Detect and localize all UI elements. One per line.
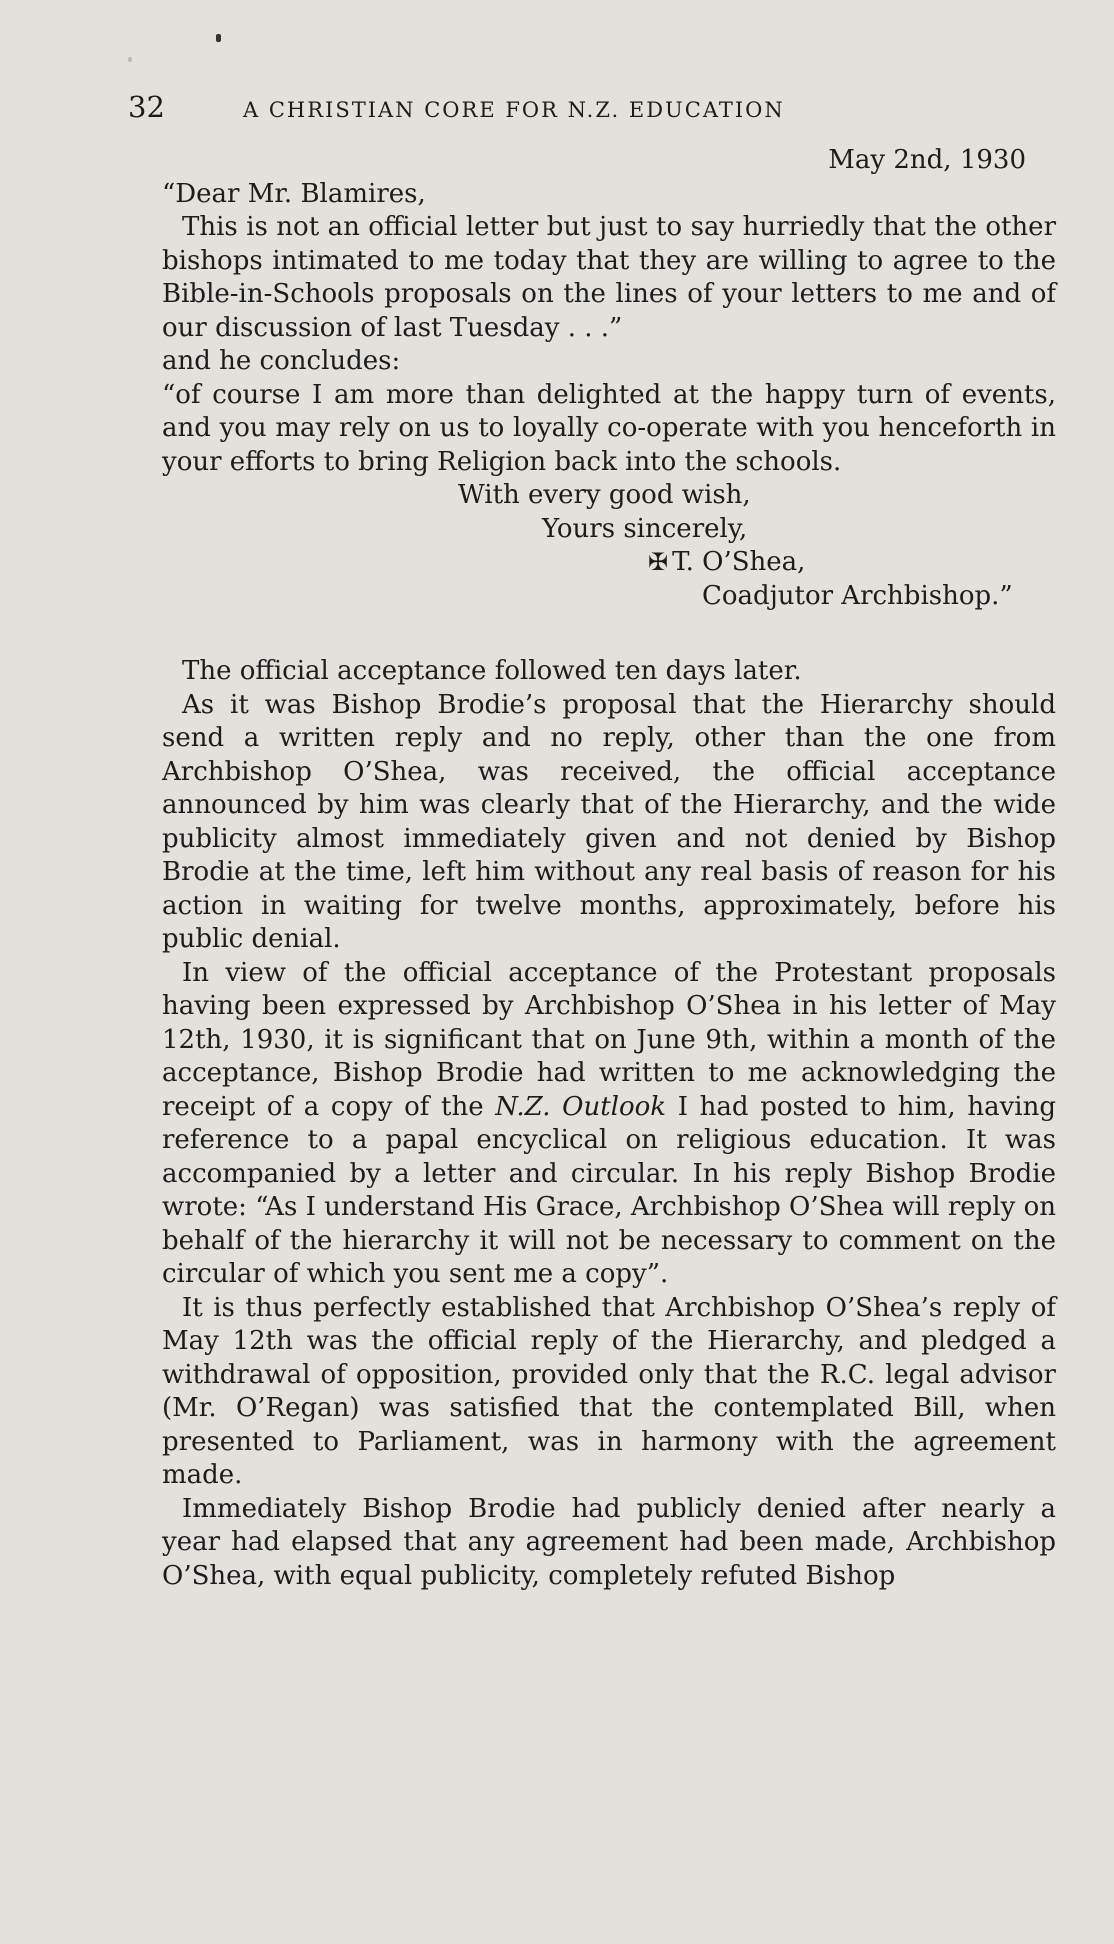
letter-conclusion: “of course I am more than delighted at the happy turn of events, and you may rely on us to loyally co-operate with you henceforth in your efforts to bring Religion back into the schools. — [162, 379, 1056, 477]
letter-connector: and he concludes: — [162, 346, 401, 376]
signature-name: T. O’Shea, — [672, 547, 806, 577]
letter-closing-sign: Yours sincerely, — [542, 513, 748, 544]
page-header — [128, 90, 1058, 130]
publication-title: N.Z. Outlook — [495, 1091, 667, 1122]
body-paragraph-3-end: I had posted to him, having reference to a papal encyclical on religious education. It was accompanied by a letter and circular. In his reply Bishop Brodie wrote: “As I understand His Grace, Archbishop O’Shea will reply on behalf of the hierarchy it will not be necessary to comment on the circular of which you sent me a copy”. — [162, 1091, 1056, 1289]
letter-paragraph: This is not an official letter but just to say hurriedly that the other bishops intimated to me today that they are willing to agree to the Bible-in-Schools proposals on the lines of your letters to me and of our discussion of last Tuesday . . .” — [162, 212, 1056, 343]
body-paragraph-3 — [162, 957, 1056, 1292]
body-paragraph-1: The official acceptance followed ten days later. — [182, 656, 802, 686]
body-paragraph-3-start: In view of the official acceptance of the Protestant proposals having been expressed by Archbishop O’Shea in his letter of May 12th, 1930, it is significant that on June 9th, within a month of the acceptance, Bishop Brodie had written to me acknowledging the receipt of a copy of the — [162, 957, 1056, 1122]
letter-date: May 2nd, 1930 — [828, 145, 1026, 175]
running-title: A CHRISTIAN CORE FOR N.Z. EDUCATION — [243, 98, 785, 122]
letter-closing-wish: With every good wish, — [458, 480, 751, 510]
letter-salutation: “Dear Mr. Blamires, — [162, 178, 426, 209]
letter-signature-title: Coadjutor Archbishop.” — [702, 580, 1013, 611]
body-paragraph-4: It is thus perfectly established that Archbishop O’Shea’s reply of May 12th was the official reply of the Hierarchy, and pledged a withdrawal of opposition, provided only that the R.C. legal advisor (Mr. O’Regan) was satisfied that the contemplated Bill, when presented to Parliament, was in harmony with the agreement made. — [162, 1292, 1056, 1490]
section-gap — [162, 613, 1056, 655]
page-number: 32 — [128, 90, 165, 124]
body-paragraph-5: Immediately Bishop Brodie had publicly denied after nearly a year had elapsed that any agreement had been made, Archbishop O’Shea, with equal publicity, completely refuted Bishop — [162, 1493, 1056, 1591]
body-paragraph-2: As it was Bishop Brodie’s proposal that the Hierarchy should send a written reply and no reply, other than the one from Archbishop O’Shea, was received, the official acceptance announced by him was clearly that of the Hierarchy, and the wide publicity almost immediately given and not denied by Bishop Brodie at the time, left him without any real basis of reason for his action in waiting for twelve months, approximately, before his public denial. — [162, 689, 1056, 954]
cross-icon: ✠ — [648, 548, 669, 576]
page-body — [162, 144, 1056, 1593]
letter-signature — [162, 546, 1056, 580]
ink-speck — [128, 57, 132, 62]
ink-speck — [216, 34, 221, 42]
